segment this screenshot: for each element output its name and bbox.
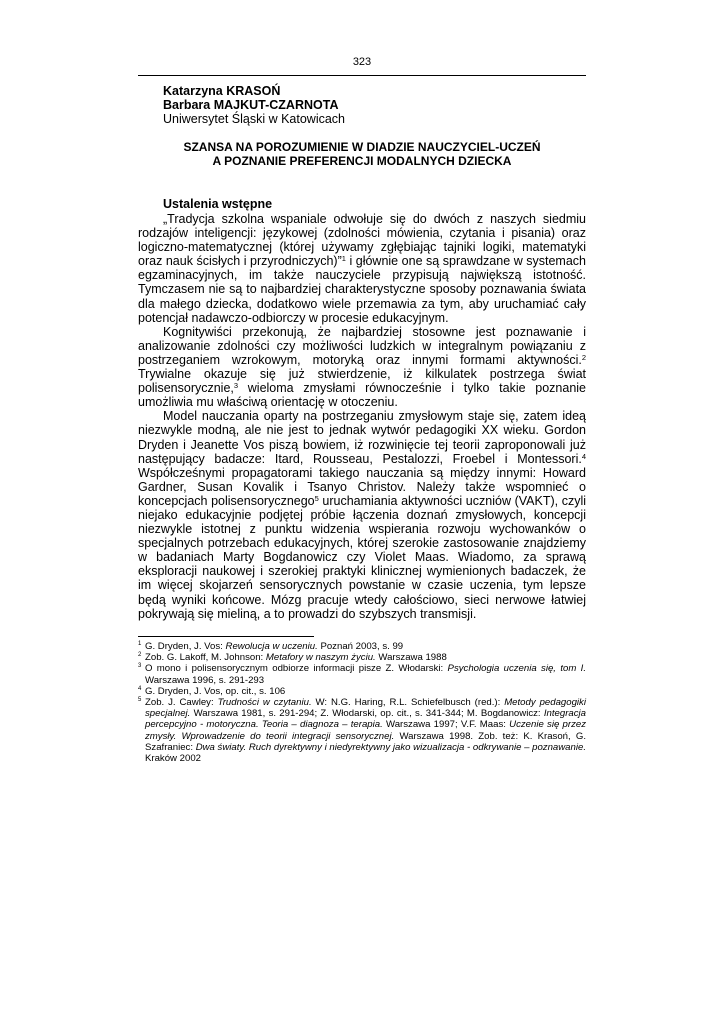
footnote-ref: 3 (233, 381, 239, 391)
text-run: Kognitywiści przekonują, że najbardziej stosowne jest poznawanie i analizowanie zdolności czy możliwości ludzkich w integralnym powiązaniu z postrzeganiem wzrokowym, motoryką oraz innymi formami aktywności. (138, 324, 586, 367)
text-run: G. Dryden, J. Vos: (145, 641, 226, 652)
text-run: W: N.G. Haring, R.L. Schiefelbusch (red.): (311, 697, 505, 709)
italic-title: Uczenie się przez zmysły. Wprowadzenie do teorii integracji sensorycznej. (145, 719, 587, 742)
paragraph (138, 212, 586, 325)
italic-title: Trudności w czytaniu. (217, 697, 312, 709)
text-run: Trywialne okazuje się już stwierdzenie, iż kilkulatek postrzega świat polisensorycznie, (138, 367, 586, 396)
italic-title: Metody pedagogiki specjalnej. (145, 697, 586, 720)
footnote (138, 663, 586, 685)
footnote-mark: 3 (138, 663, 142, 670)
footnote-ref: 4 (581, 451, 586, 461)
text-run: Warszawa 1996, s. 291-293 (145, 674, 265, 686)
text-run: i głównie one są sprawdzane w systemach egzaminacyjnych, im także nauczyciele przypisują największą istotność. Tymczasem nie są to najbardziej charakterystyczne sposoby poznawania świata dla małego dziecka, dodatkowo wiele przemawia za tym, aby uruchamiać cały potencjał nadawczo-odbiorczy w procesie edukacyjnym. (138, 254, 586, 325)
paragraph (138, 409, 586, 620)
italic-title: Dwa światy. Ruch dyrektywny i niedyrektywny jako wizualizacja - odkrywanie – poznawanie. (195, 741, 586, 753)
footnote (138, 652, 586, 663)
header-rule (138, 75, 586, 76)
text-run: Poznań 2003, s. 99 (317, 641, 404, 652)
footnote-rule (138, 636, 314, 637)
italic-title: Integracja percepcyjno - motoryczna. Teoria – diagnoza – terapia. (145, 708, 586, 731)
footnote-ref: 2 (581, 352, 586, 362)
text-run: G. Dryden, J. Vos, op. cit., s. 106 (145, 685, 286, 697)
text-run: O mono i polisensorycznym odbiorze informacji pisze Z. Włodarski: (145, 663, 448, 675)
title-line: A POZNANIE PREFERENCJI MODALNYCH DZIECKA (212, 154, 512, 168)
affiliation: Uniwersytet Śląski w Katowicach (163, 112, 346, 126)
footnote (138, 641, 586, 652)
footnotes (138, 641, 586, 764)
footnote-mark: 4 (138, 685, 142, 692)
section-heading: Ustalenia wstępne (163, 197, 273, 211)
paragraph (138, 325, 586, 410)
text-run: uruchamiania aktywności uczniów (VAKT), czyli niejako edukacyjnie podjętej próbie łączenia doznań zmysłowych, koncepcji niezwykle istotnej z punktu widzenia wspierania rozwoju wychowanków o specjalnych potrzebach edukacyjnych, której szerokie zastosowanie znajdziemy w badaniach Marty Bogdanowicz czy Violet Maas. Wiadomo, za sprawą eksploracji naukowej i szerokiej praktyki klinicznej wymienionych badaczek, że im więcej skojarzeń sensorycznych powstanie w czasie uczenia, tym lepsze będą wyniki końcowe. Mózg pracuje wtedy całościowo, sieci nerwowe łatwiej pokrywają się mieliną, a to prowadzi do szybszych transmisji. (138, 493, 586, 621)
italic-title: Rewolucja w uczeniu. (225, 641, 318, 652)
footnote-ref: 5 (314, 493, 319, 503)
text-run: Współcześnymi propagatorami takiego nauczania są między innymi: Howard Gardner, Susan Kovalik i Tsanyo Christov. Należy także wspomnieć o koncepcjach polisensorycznego (138, 465, 586, 508)
footnote (138, 686, 586, 697)
italic-title: Metafory w naszym życiu. (265, 652, 376, 664)
footnote (138, 697, 586, 764)
article-title (138, 140, 586, 168)
footnote-mark: 1 (138, 641, 142, 647)
text-run: „Tradycja szkolna wspaniale odwołuje się do dwóch z naszych siedmiu rodzajów inteligencji: językowej (zdolności mówienia, czytania i pisania) oraz logiczno-matematycznej (której używamy zgłębiając tajniki logiki, matematyki oraz nauk ścisłych i przyrodniczych)” (138, 212, 586, 269)
footnote-mark: 5 (138, 697, 142, 704)
text-run: Warszawa 1998. Zob. też: K. Krasoń, G. Szafraniec: (145, 730, 586, 753)
text-run: Warszawa 1997; V.F. Maas: (382, 719, 510, 731)
text-run: Model nauczania oparty na postrzeganiu zmysłowym staje się, zatem ideą niezwykle modną, ale nie jest to jednak wytwór pedagogiki XX wieku. Gordon Dryden i Jeanette Vos piszą bowiem, iż rozwinięcie tej teorii zaproponowali już następujący badacze: Itard, Rousseau, Pestalozzi, Froebel i Montessori. (138, 409, 586, 466)
text-run: Warszawa 1981, s. 291-294; Z. Włodarski, op. cit., s. 341-344; M. Bogdanowicz: (190, 708, 544, 720)
text-run: Kraków 2002 (145, 753, 201, 765)
text-run: Warszawa 1988 (375, 652, 447, 664)
text-run: wieloma zmysłami równocześnie i tylko takie poznanie umożliwia mu właściwą orientację w otoczeniu. (138, 381, 586, 410)
title-line: SZANSA NA POROZUMIENIE W DIADZIE NAUCZYCIEL-UCZEŃ (183, 140, 541, 154)
text-run: Zob. J. Cawley: (145, 697, 218, 709)
page-number: 323 (352, 56, 372, 68)
text-run: Zob. G. Lakoff, M. Johnson: (145, 652, 266, 664)
footnote-ref: 1 (341, 254, 346, 264)
body-text (138, 212, 586, 621)
author-block (163, 84, 345, 126)
author-name: Barbara MAJKUT-CZARNOTA (163, 98, 339, 112)
footnote-mark: 2 (138, 652, 142, 659)
italic-title: Psychologia uczenia się, tom I. (447, 663, 586, 675)
author-name: Katarzyna KRASOŃ (163, 84, 281, 98)
